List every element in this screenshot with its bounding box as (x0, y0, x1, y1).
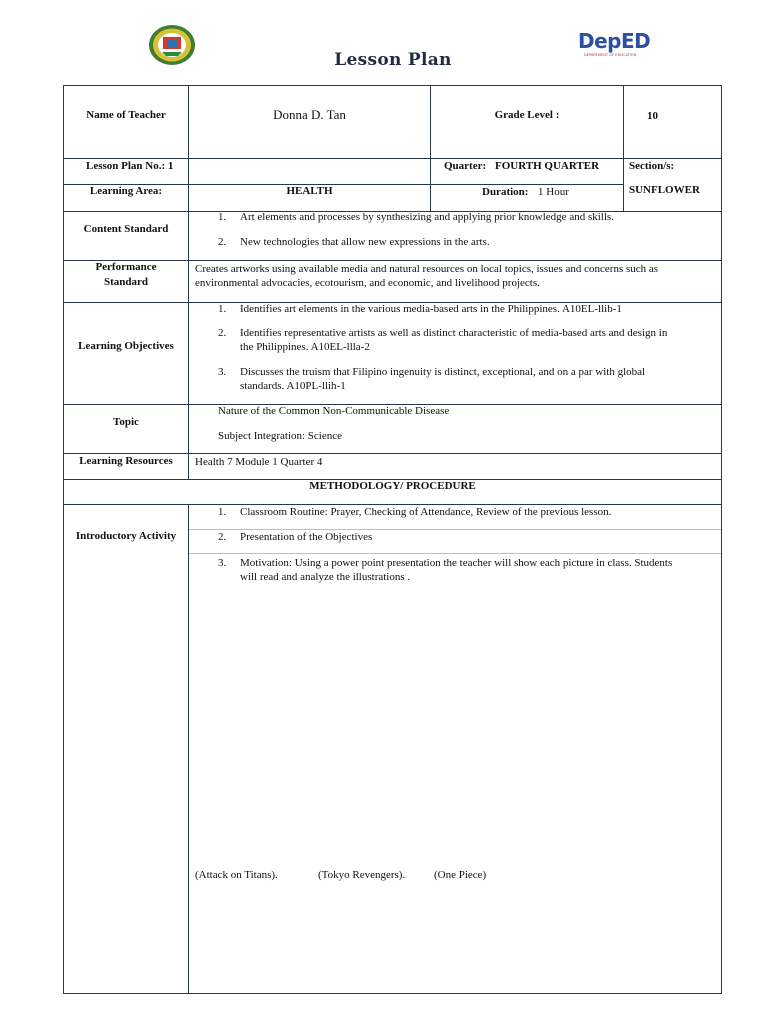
deped-logo-subtext: DEPARTMENT OF EDUCATION (584, 53, 637, 57)
performance-standard-text-line-2: environmental advocacies, ecotourism, and economic, and livelihood projects. (195, 277, 540, 289)
introductory-activity-label: Introductory Activity (75, 530, 177, 542)
objective-number-3: 3. (218, 366, 227, 378)
objective-item-1: Identifies art elements in the various media-based arts in the Philippines. A10EL-llib-1 (240, 303, 622, 315)
intro-item-separator-2 (189, 553, 721, 554)
duration-value: 1 Hour (538, 186, 569, 198)
caption-tokyo-revengers: (Tokyo Revengers). (318, 869, 406, 881)
performance-standard-label-line-1: Performance (95, 261, 157, 273)
table-border-bottom (63, 993, 722, 994)
lesson-plan-number: Lesson Plan No.: 1 (86, 160, 174, 172)
intro-number-1: 1. (218, 506, 227, 518)
grade-level-label: Grade Level : (494, 109, 560, 121)
methodology-heading: METHODOLOGY/ PROCEDURE (309, 480, 476, 492)
section-value: SUNFLOWER (629, 184, 700, 196)
label-column-divider-2 (188, 504, 189, 994)
content-standard-number-2: 2. (218, 236, 227, 248)
learning-objectives-label: Learning Objectives (78, 340, 174, 352)
objective-item-3-line-1: Discusses the truism that Filipino ingenuity is distinct, exceptional, and on a par with global (240, 366, 646, 378)
label-column-divider (188, 85, 189, 480)
performance-standard-text-line-1: Creates artworks using available media and natural resources on local topics, issues and concerns such as (195, 263, 659, 275)
content-standard-item-1: Art elements and processes by synthesizing and applying prior knowledge and skills. (240, 211, 614, 223)
table-border-top (63, 85, 722, 86)
learning-resources-label: Learning Resources (79, 455, 173, 467)
intro-number-2: 2. (218, 531, 227, 543)
intro-item-1: Classroom Routine: Prayer, Checking of Attendance, Review of the previous lesson. (240, 506, 612, 518)
caption-attack-on-titans: (Attack on Titans). (195, 869, 278, 881)
caption-one-piece: (One Piece) (434, 869, 487, 881)
page-title: Lesson Plan (334, 50, 452, 70)
topic-line-1: Nature of the Common Non-Communicable Disease (218, 405, 450, 417)
quarter-label: Quarter: (444, 160, 487, 172)
intro-item-2: Presentation of the Objectives (240, 531, 373, 543)
teacher-value: Donna D. Tan (273, 107, 346, 122)
objective-item-3-line-2: standards. A10PL-llih-1 (240, 380, 346, 392)
content-standard-number-1: 1. (218, 211, 227, 223)
content-standard-label: Content Standard (83, 223, 169, 235)
objective-number-1: 1. (218, 303, 227, 315)
section-label: Section/s: (629, 160, 675, 172)
learning-resources-value: Health 7 Module 1 Quarter 4 (195, 456, 323, 468)
objective-item-2-line-1: Identifies representative artists as well as distinct characteristic of media-based arts and design in (240, 327, 668, 339)
content-standard-item-2: New technologies that allow new expressions in the arts. (240, 236, 490, 248)
intro-item-3-line-2: will read and analyze the illustrations . (240, 571, 411, 583)
deped-logo-text: DepED (578, 29, 651, 53)
grade-value-divider (623, 85, 624, 211)
grade-level-value: 10 (647, 110, 658, 122)
objective-number-2: 2. (218, 327, 227, 339)
teacher-label: Name of Teacher (86, 109, 166, 121)
grade-column-divider (430, 85, 431, 211)
quarter-value: FOURTH QUARTER (495, 160, 600, 172)
row-divider-7 (63, 453, 722, 454)
intro-item-3-line-1: Motivation: Using a power point presentation the teacher will show each picture in class. Students (240, 557, 673, 569)
duration-label: Duration: (482, 186, 529, 198)
topic-line-2: Subject Integration: Science (218, 430, 343, 442)
learning-area-label: Learning Area: (89, 185, 163, 197)
performance-standard-label-line-2: Standard (103, 276, 149, 288)
learning-area-value: HEALTH (286, 185, 333, 197)
objective-item-2-line-2: the Philippines. A10EL-llla-2 (240, 341, 370, 353)
table-border-right (721, 85, 722, 994)
topic-label: Topic (113, 416, 139, 428)
intro-number-3: 3. (218, 557, 227, 569)
